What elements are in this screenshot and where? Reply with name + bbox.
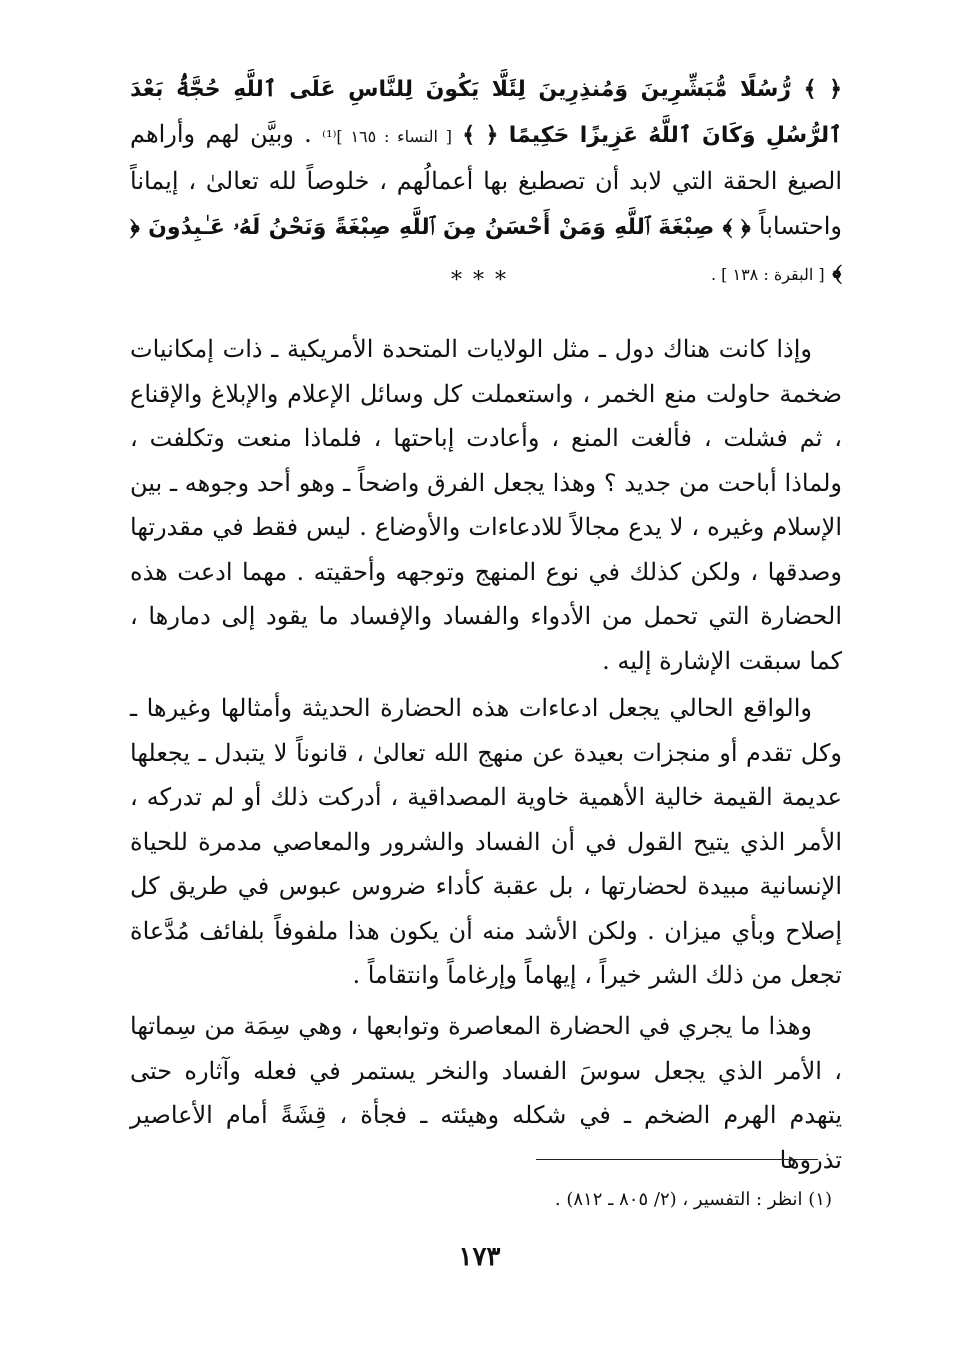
- paragraph-3: وهذا ما يجري في الحضارة المعاصرة وتوابعها ، وهي سِمَة من سِماتها ، الأمر الذي يجعل سوسَ الفساد والنخر يستمر في فعله وآثاره حتى يتهدم الهرم الضخم ـ في شكله وهيئته ـ فجأة ، قِشَةً أمام الأعاصير تذروها: [130, 1012, 842, 1174]
- quran-verse-baqara: ﴿ ﴾ صِبْغَةَ ٱللَّهِ وَمَنْ أَحْسَنُ مِنَ ٱللَّهِ صِبْغَةً وَنَحْنُ لَهُۥ عَـٰبِدُونَ ﴿ ﴾: [130, 215, 842, 286]
- paragraph-2: والواقع الحالي يجعل ادعاءات هذه الحضارة الحديثة وأمثالها وغيرها ـ وكل تقدم أو منجزات بعيدة عن منهج الله تعالىٰ ، قانوناً لا يتبدل ـ يجعلها عديمة القيمة خالية الأهمية خاوية المصداقية ، أدركت ذلك أو لم تدركه ، الأمر الذي يتيح القول في أن الفساد والشرور والمعاصي مدمرة للحياة الإنسانية مبيدة لحضارتها ، بل عقبة كأداء ضروس عبوس في طريق كل إصلاح وبأي ميزان . ولكن الأشد منه أن يكون هذا ملفوفاً بلفائف مُدَّعاة تجعل من ذلك الشر خيراً ، إيهاماً وإرغاماً وانتقاماً .: [130, 694, 843, 989]
- quran-quote-block: [130, 66, 842, 297]
- footnote: (١) انظر : التفسير ، (٢/ ٨٠٥ ـ ٨١٢) .: [554, 1189, 832, 1210]
- quran-verse-nisa: ﴿ ﴾ رُّسُلًا مُّبَشِّرِينَ وَمُنذِرِينَ لِئَلَّا يَكُونَ لِلنَّاسِ عَلَى ٱللَّهِ حُجَّةُۢ بَعْدَ ٱلرُّسُلِ وَكَانَ ٱللَّهُ عَزِيزًا حَكِيمًا ﴿ ﴾: [130, 77, 842, 148]
- verse-reference-nisa: [ النساء : ١٦٥ ]⁽¹⁾: [322, 127, 452, 146]
- section-separator: * * *: [451, 268, 508, 293]
- verse-reference-baqara: [ البقرة : ١٣٨ ] .: [710, 265, 825, 284]
- paragraph-1: وإذا كانت هناك دول ـ مثل الولايات المتحدة الأمريكية ـ ذات إمكانيات ضخمة حاولت منع الخمر ، واستعملت كل وسائل الإعلام والإبلاغ والإقناع ، ثم فشلت ، فألغت المنع ، وأعادت إباحتها ، فلماذا منعت وتكلفت ، ولماذا أباحت من جديد ؟ وهذا يجعل الفرق واضحاً ـ وهو أحد وجوهه ـ بين الإسلام وغيره ، لا يدع مجالاً للادعاءات والأوضاع . ليس فقط في مقدرتها وصدقها ، ولكن كذلك في نوع المنهج وتوجهه وأحقيته . مهما ادعت هذه الحضارة التي تحمل من الأدواء والفساد والإفساد ما يقود إلى دمارها ، كما سبقت الإشارة إليه .: [130, 335, 842, 675]
- footnote-divider: [536, 1159, 818, 1160]
- page-number: ١٧٣: [458, 1242, 501, 1272]
- intro-text: . وبيَّن لهم وأراهم الصيغ الحقة التي لابد أن تصطبغ بها أعمالُهم ، خلوصاً لله تعالىٰ ، إيماناً واحتساباً: [130, 120, 842, 240]
